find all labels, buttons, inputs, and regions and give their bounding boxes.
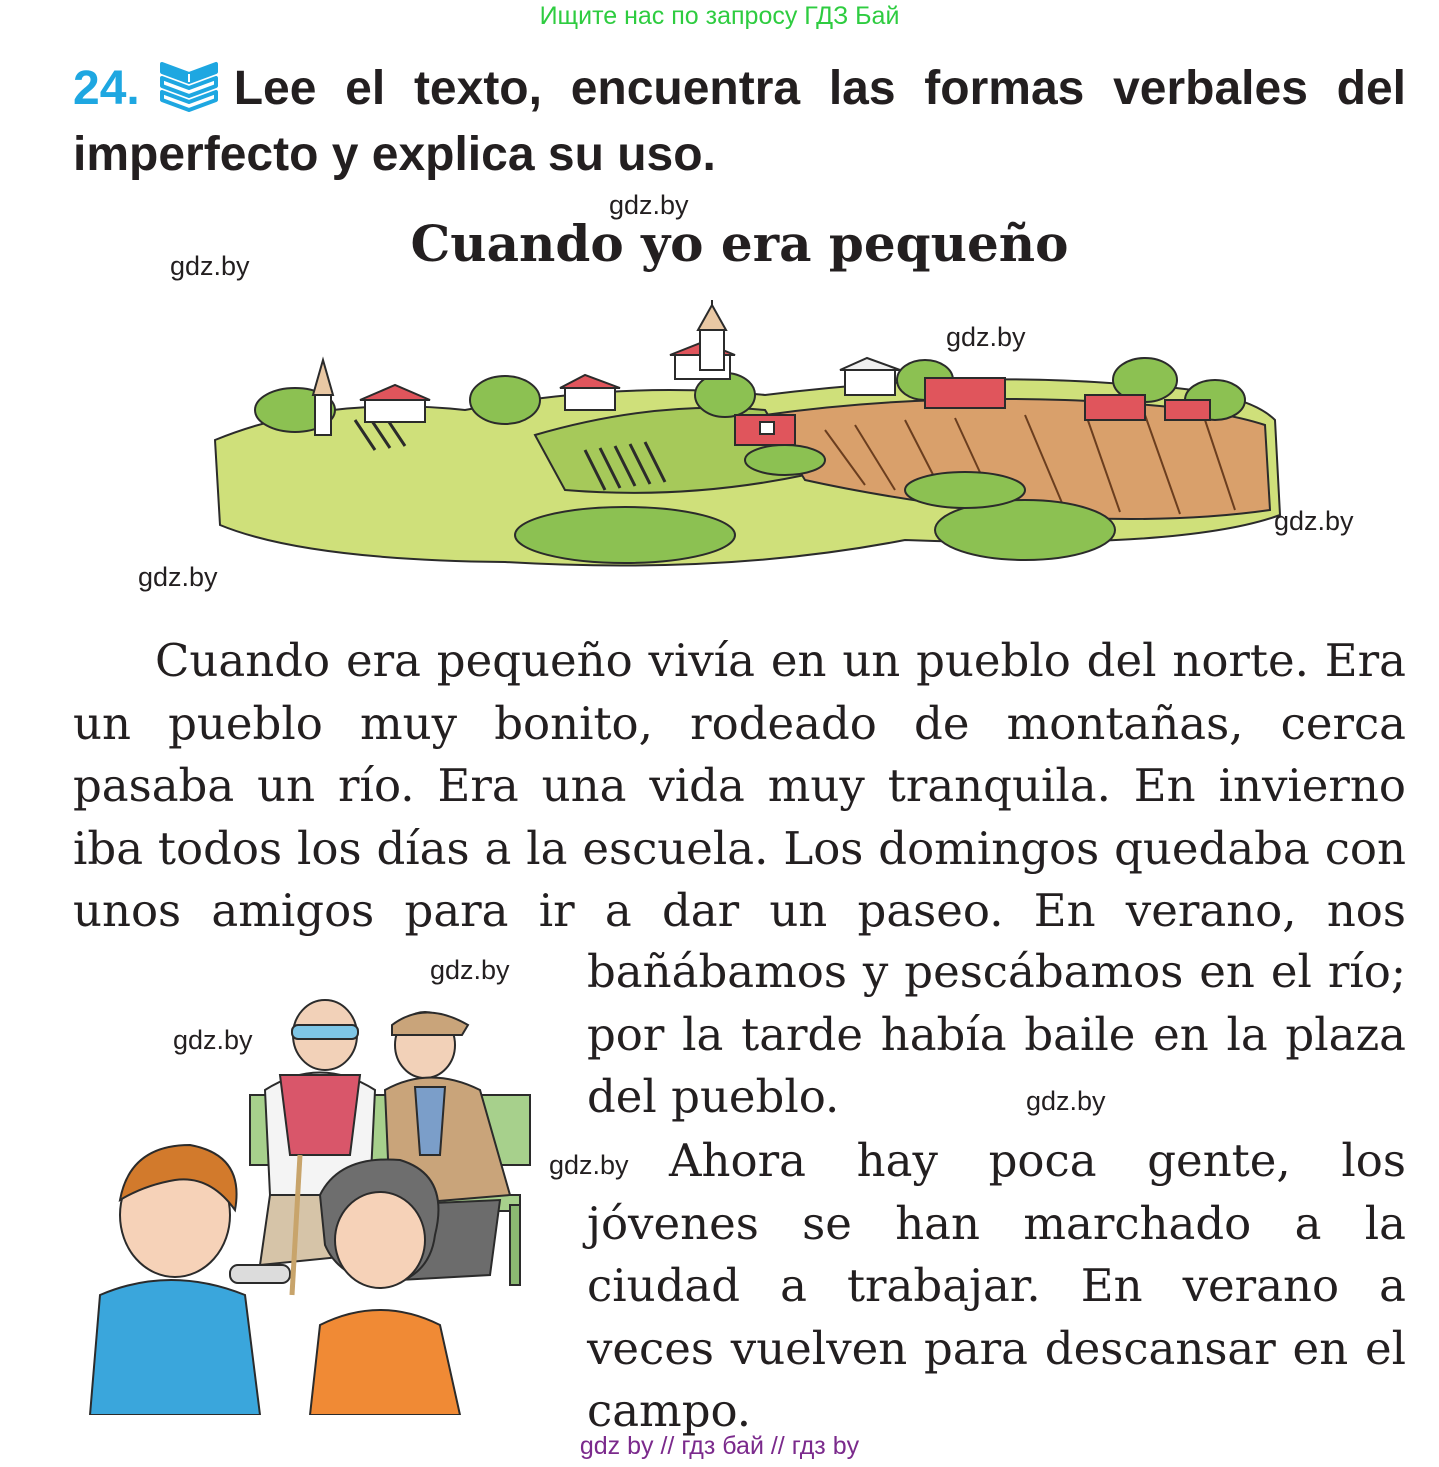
task-number: 24. xyxy=(73,62,140,115)
task-instruction: Lee el texto, encuentra las formas verbales del imperfecto y explica su uso. xyxy=(73,62,1406,181)
watermark: gdz.by xyxy=(549,1150,629,1180)
watermark: gdz.by xyxy=(1274,506,1354,536)
watermark: gdz.by xyxy=(609,190,689,220)
footer-links[interactable]: gdz by // гдз бай // гдз by xyxy=(579,1432,860,1460)
watermark: gdz.by xyxy=(173,1025,253,1055)
task-heading xyxy=(73,58,1406,184)
watermark: gdz.by xyxy=(138,562,218,592)
top-banner[interactable]: Ищите нас по запросу ГДЗ Бай xyxy=(539,2,900,30)
village-illustration xyxy=(205,300,1285,590)
watermark: gdz.by xyxy=(170,251,250,281)
watermark: gdz.by xyxy=(1026,1086,1106,1116)
story-title: Cuando yo era pequeño xyxy=(410,214,1069,273)
story-paragraph-1: Cuando era pequeño vivía en un pueblo del norte. Era un pueblo muy bonito, rodeado de montañas, cerca pasaba un río. Era una vida muy tranquila. En invierno iba todos los días a la escuela. Los domingos quedaba con unos amigos para ir a dar un paseo. En verano, nos xyxy=(73,634,1406,937)
story-paragraph-1-continued: bañábamos y pescábamos en el río; por la tarde había baile en la plaza del pueblo. xyxy=(587,945,1406,1123)
watermark: gdz.by xyxy=(430,955,510,985)
story-paragraph-2: Ahora hay poca gente, los jóvenes se han marchado a la ciudad a trabajar. En verano a veces vuelven para descansar en el campo. xyxy=(587,1134,1406,1437)
people-illustration xyxy=(70,995,550,1420)
watermark: gdz.by xyxy=(946,322,1026,352)
books-icon xyxy=(158,58,220,126)
